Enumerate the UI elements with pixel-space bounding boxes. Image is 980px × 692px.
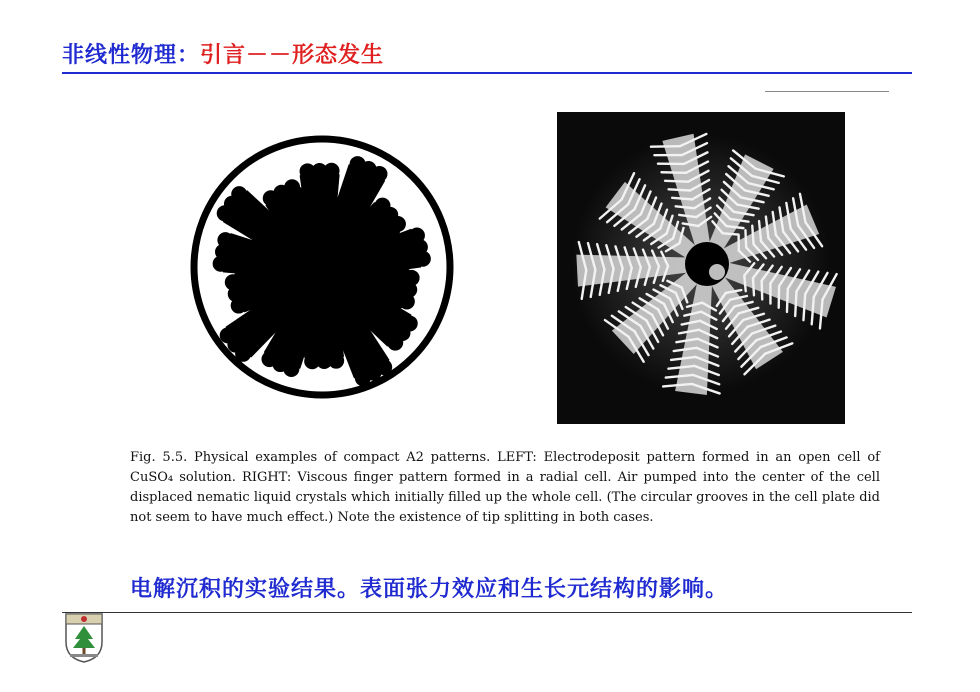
electrodeposit-pattern-image <box>188 102 456 427</box>
title-prefix: 非线性物理： <box>62 43 201 68</box>
title-suffix: 引言－－形态发生 <box>200 43 385 68</box>
footer-rule <box>62 612 912 613</box>
figure-caption: Fig. 5.5. Physical examples of compact A2 patterns. LEFT: Electrodeposit pattern formed in an open cell of CuSO₄ solution. RIGHT: Viscous finger pattern formed in a radial cell. Air pumped into the center of the cell displaced nematic liquid crystals which initially filled up the whole cell. (The circular grooves in the cell plate did not seem to have much effect.) Note the existence of tip splitting in both cases. <box>130 450 880 525</box>
university-emblem-icon <box>64 612 104 664</box>
viscous-finger-pattern-image <box>557 112 845 424</box>
slide-title <box>62 38 384 69</box>
thin-divider <box>765 91 889 92</box>
summary-text: 电解沉积的实验结果。表面张力效应和生长元结构的影响。 <box>130 577 729 602</box>
title-underline <box>62 72 912 74</box>
